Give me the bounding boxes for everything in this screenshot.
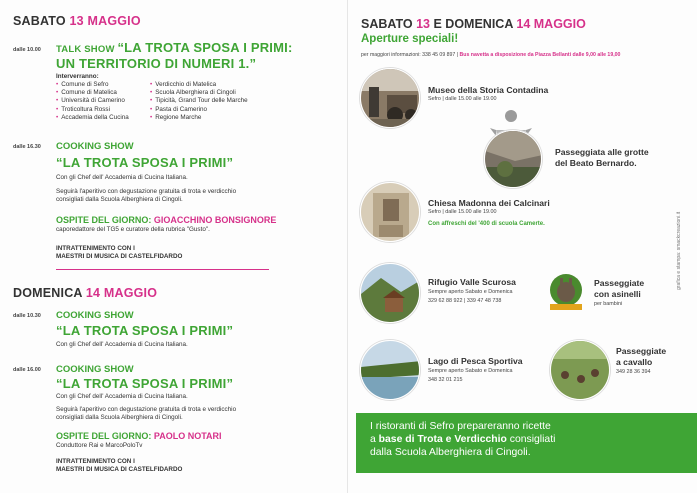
cooking-1-title: “LA TROTA SPOSA I PRIMI” [56, 155, 234, 170]
list-item: • Comune di Matelica [56, 89, 129, 97]
cooking-3-chef: Con gli Chef dell' Accademia di Cucina Italiana. [56, 393, 188, 400]
list-item: • Accademia della Cucina [56, 114, 129, 122]
talk-title-line2: UN TERRITORIO DI NUMERI 1.” [56, 56, 257, 71]
talk-title-line1: TALK SHOW “LA TROTA SPOSA I PRIMI: [56, 40, 293, 55]
rifugio-phones: 329 62 88 922 | 339 47 48 738 [428, 298, 502, 304]
cooking-2-type: COOKING SHOW [56, 310, 134, 321]
cooking-2-title: “LA TROTA SPOSA I PRIMI” [56, 323, 234, 338]
talk-speakers-col1 [56, 81, 129, 122]
banner-line3: dalla Scuola Alberghiera di Cingoli. [370, 447, 531, 458]
right-subheading: Aperture speciali! [361, 33, 459, 45]
museo-hours: Sefro | dalle 15.00 alle 19.00 [428, 96, 497, 102]
cavallo-title-line2: a cavallo [616, 357, 653, 367]
museo-image [361, 69, 420, 128]
rifugio-image [361, 264, 420, 323]
restaurants-banner [356, 413, 697, 473]
chiesa-note: Con affreschi del '400 di scuola Camerte. [428, 221, 545, 227]
time-cooking-1: dalle 16.30 [13, 144, 41, 150]
asinelli-title-line1: Passeggiate [594, 278, 645, 288]
lago-phone: 348 32 01 215 [428, 377, 463, 383]
asinelli-sub: per bambini [594, 301, 623, 307]
lago-open: Sempre aperto Sabato e Domenica [428, 368, 513, 374]
cooking-1-desc1: Seguirà l'aperitivo con degustazione gratuita di trota e verdicchio [56, 188, 237, 195]
museo-title: Museo della Storia Contadina [428, 85, 549, 95]
day-heading-sunday: DOMENICA 14 MAGGIO [13, 286, 158, 300]
chiesa-title: Chiesa Madonna dei Calcinari [428, 198, 550, 208]
lago-title: Lago di Pesca Sportiva [428, 356, 523, 366]
rifugio-title: Rifugio Valle Scurosa [428, 277, 516, 287]
banner-line1: I ristoranti di Sefro prepareranno ricette [370, 421, 551, 432]
time-cooking-3: dalle 16.00 [13, 367, 41, 373]
guest-2: OSPITE DEL GIORNO: PAOLO NOTARI [56, 431, 222, 441]
right-heading: SABATO 13 E DOMENICA 14 MAGGIO [361, 17, 586, 31]
music-2-line1: INTRATTENIMENTO CON I [56, 458, 135, 465]
list-item: • Troticoltura Rossi [56, 106, 129, 114]
list-item: • Università di Camerino [56, 97, 129, 105]
grotte-title-line2: del Beato Bernardo. [555, 158, 637, 168]
guest-2-desc: Conduttore Rai e MarcoPoloTv [56, 442, 143, 449]
list-item: • Pasta di Camerino [150, 106, 248, 114]
cavallo-phone: 349 28 36 394 [616, 369, 651, 375]
rifugio-open: Sempre aperto Sabato e Domenica [428, 289, 513, 295]
banner-line2: a base di Trota e Verdicchio consigliati [370, 434, 556, 445]
day-heading-saturday: SABATO 13 MAGGIO [13, 14, 141, 28]
la-sabarina-logo [548, 272, 584, 312]
chiesa-image [361, 183, 420, 242]
list-item: • Tipicità, Grand Tour delle Marche [150, 97, 248, 105]
cooking-1-desc2: consigliati dalla Scuola Alberghiera di Cingoli. [56, 196, 183, 203]
guest-1-desc: caporedattore del TG5 e curatore della rubrica "Gusto". [56, 226, 210, 233]
music-1-line2: MAESTRI DI MUSICA DI CASTELFIDARDO [56, 253, 183, 260]
cooking-3-type: COOKING SHOW [56, 364, 134, 375]
info-line: per maggiori informazioni: 338 45 09 897 | Bus navetta a disposizione da Piazza Bellanti dalle 9,00 alle 19,00 [361, 52, 621, 58]
cavallo-title-line1: Passeggiate [616, 346, 667, 356]
list-item: • Regione Marche [150, 114, 248, 122]
fold-line [347, 0, 348, 493]
list-item: • Comune di Sefro [56, 81, 129, 89]
cooking-3-desc1: Seguirà l'aperitivo con degustazione gratuita di trota e verdicchio [56, 406, 237, 413]
cooking-1-chef: Con gli Chef dell' Accademia di Cucina Italiana. [56, 174, 188, 181]
music-1-line1: INTRATTENIMENTO CON I [56, 245, 135, 252]
cooking-3-desc2: consigliati dalla Scuola Alberghiera di Cingoli. [56, 414, 183, 421]
time-talk: dalle 10.00 [13, 47, 41, 53]
talk-speakers-col2 [150, 81, 248, 122]
list-item: • Verdicchio di Matelica [150, 81, 248, 89]
cooking-1-type: COOKING SHOW [56, 141, 134, 152]
museo-photo [360, 68, 420, 128]
grotte-title-line1: Passeggiata alle grotte [555, 147, 649, 157]
guest-1: OSPITE DEL GIORNO: GIOACCHINO BONSIGNORE [56, 215, 277, 225]
lago-photo [360, 340, 420, 400]
chiesa-hours: Sefro | dalle 15.00 alle 19.00 [428, 209, 497, 215]
time-cooking-2: dalle 10.30 [13, 313, 41, 319]
cooking-2-chef: Con gli Chef dell' Accademia di Cucina Italiana. [56, 341, 188, 348]
cavallo-image [551, 341, 610, 400]
talk-intervene-label: Interverranno: [56, 73, 99, 80]
lago-image [361, 341, 420, 400]
asinelli-title-line2: con asinelli [594, 289, 641, 299]
divider [56, 269, 269, 270]
grotte-photo [484, 130, 542, 188]
print-credit: grafica e stampa: smackcreazioni.it [676, 211, 682, 290]
cooking-3-title: “LA TROTA SPOSA I PRIMI” [56, 376, 234, 391]
grotte-image [485, 131, 542, 188]
list-item: • Scuola Alberghiera di Cingoli [150, 89, 248, 97]
music-2-line2: MAESTRI DI MUSICA DI CASTELFIDARDO [56, 466, 183, 473]
rifugio-photo [360, 263, 420, 323]
chiesa-photo [360, 182, 420, 242]
cavallo-photo [550, 340, 610, 400]
